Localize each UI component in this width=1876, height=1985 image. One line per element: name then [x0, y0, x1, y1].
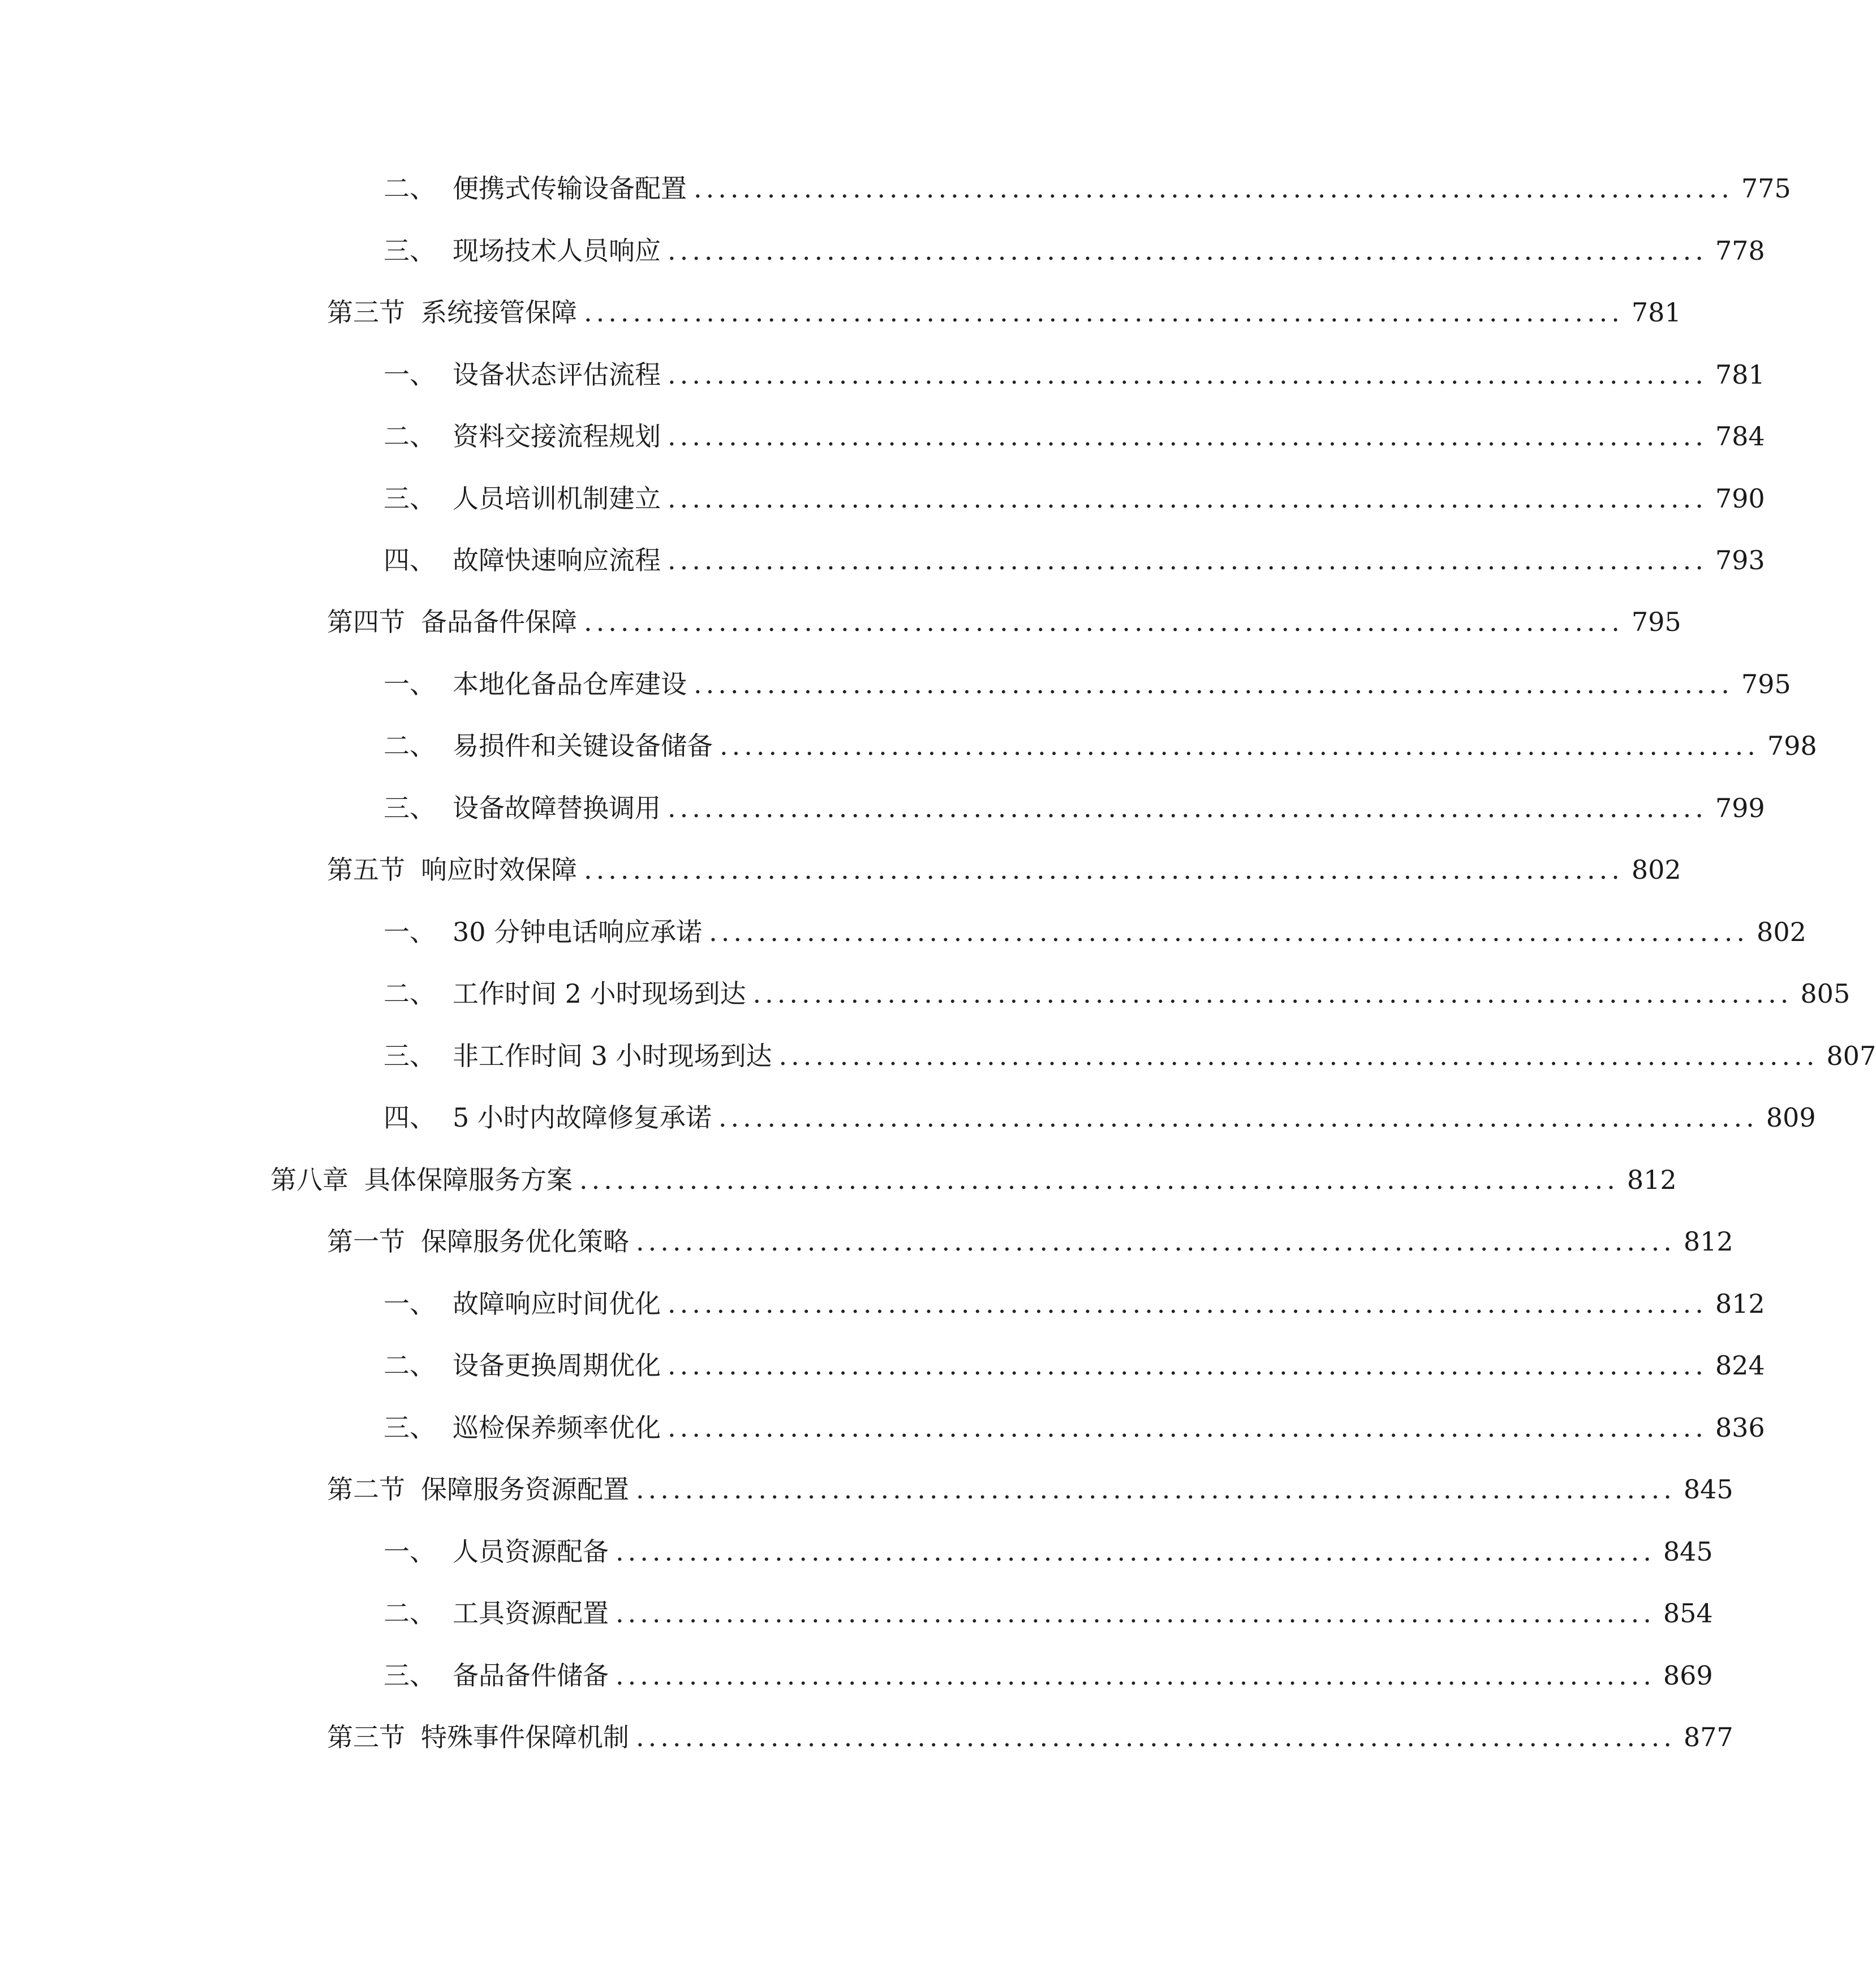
toc-entry[interactable] [327, 850, 1681, 890]
toc-dot-leader: ..................................................................................... [778, 1041, 1819, 1071]
toc-entry-title: 非工作时间 3 小时现场到达 [453, 1041, 772, 1071]
toc-entry-page: 845 [1683, 1474, 1733, 1505]
toc-entry-page: 802 [1631, 854, 1681, 885]
toc-entry-title: 备品备件保障 [421, 607, 577, 637]
toc-entry-number: 第一节 [327, 1226, 405, 1257]
toc-dot-leader: ..................................................................................... [584, 607, 1624, 637]
toc-entry-page: 877 [1683, 1722, 1733, 1752]
toc-entry-page: 812 [1627, 1165, 1677, 1195]
toc-entry-title: 系统接管保障 [421, 297, 577, 328]
toc-entry-number: 一、 [384, 359, 436, 390]
toc-entry-page: 790 [1715, 483, 1765, 514]
toc-dot-leader: ..................................................................................... [668, 235, 1707, 266]
toc-entry-page: 805 [1800, 978, 1851, 1009]
toc-entry[interactable] [384, 479, 1765, 518]
toc-entry-title: 设备状态评估流程 [453, 359, 661, 390]
toc-entry-title: 故障响应时间优化 [453, 1288, 661, 1319]
toc-entry-number: 四、 [384, 545, 436, 575]
toc-dot-leader: ..................................................................................... [616, 1536, 1655, 1567]
toc-entry-page: 854 [1663, 1598, 1713, 1629]
toc-entry-page: 775 [1741, 173, 1791, 204]
toc-entry-title: 备品备件储备 [453, 1660, 609, 1691]
toc-entry[interactable] [384, 1656, 1713, 1695]
toc-entry-page: 869 [1663, 1660, 1713, 1691]
toc-dot-leader: ..................................................................................... [616, 1598, 1655, 1629]
toc-entry-title: 工作时间 2 小时现场到达 [453, 978, 746, 1009]
toc-entry[interactable] [327, 293, 1681, 332]
toc-entry-page: 793 [1715, 545, 1765, 575]
toc-entry-number: 一、 [384, 669, 436, 699]
toc-entry[interactable] [384, 788, 1765, 828]
toc-entry-number: 三、 [384, 1041, 436, 1071]
toc-entry-number: 三、 [384, 483, 436, 514]
toc-entry-title: 人员资源配备 [453, 1536, 609, 1567]
toc-entry-number: 二、 [384, 1598, 436, 1629]
toc-entry-number: 二、 [384, 731, 436, 761]
toc-entry-number: 一、 [384, 917, 436, 947]
toc-entry[interactable] [384, 1408, 1765, 1447]
toc-entry-title: 资料交接流程规划 [453, 421, 661, 452]
toc-entry[interactable] [327, 1470, 1733, 1509]
toc-entry-page: 778 [1715, 235, 1765, 266]
toc-entry-number: 一、 [384, 1288, 436, 1319]
toc-entry-number: 二、 [384, 978, 436, 1009]
toc-entry-number: 二、 [384, 173, 436, 204]
toc-entry-number: 二、 [384, 421, 436, 452]
toc-dot-leader: ..................................................................................... [752, 978, 1793, 1009]
toc-entry-title: 现场技术人员响应 [453, 235, 661, 266]
toc-entry[interactable] [384, 540, 1765, 580]
toc-entry[interactable] [384, 1346, 1765, 1385]
toc-dot-leader: ..................................................................................... [694, 173, 1733, 204]
toc-entry-title: 保障服务优化策略 [421, 1226, 629, 1257]
toc-entry[interactable] [384, 1036, 1876, 1076]
toc-entry[interactable] [384, 1284, 1765, 1324]
toc-dot-leader: ..................................................................................... [668, 793, 1707, 823]
toc-dot-leader: ..................................................................................... [694, 669, 1733, 699]
toc-entry[interactable] [384, 1532, 1713, 1571]
toc-entry-page: 845 [1663, 1536, 1713, 1567]
toc-dot-leader: ..................................................................................... [636, 1474, 1676, 1505]
toc-entry-title: 响应时效保障 [421, 854, 577, 885]
toc-dot-leader: ..................................................................................... [636, 1226, 1676, 1257]
toc-entry-number: 一、 [384, 1536, 436, 1567]
toc-entry-title: 30 分钟电话响应承诺 [453, 917, 703, 947]
toc-entry-page: 812 [1715, 1288, 1765, 1319]
toc-entry[interactable] [384, 974, 1851, 1013]
toc-dot-leader: ..................................................................................... [584, 297, 1624, 328]
toc-entry-title: 便携式传输设备配置 [453, 173, 687, 204]
toc-dot-leader: ..................................................................................... [668, 359, 1707, 390]
toc-entry-title: 特殊事件保障机制 [421, 1722, 629, 1752]
toc-dot-leader: ..................................................................................... [668, 1412, 1707, 1443]
toc-entry-number: 三、 [384, 793, 436, 823]
toc-entry-number: 第三节 [327, 297, 405, 328]
toc-entry[interactable] [327, 602, 1681, 642]
toc-dot-leader: ..................................................................................... [616, 1660, 1655, 1691]
toc-entry[interactable] [327, 1222, 1733, 1261]
toc-entry-page: 795 [1631, 607, 1681, 637]
toc-entry[interactable] [384, 912, 1806, 952]
toc-entry-title: 设备更换周期优化 [453, 1350, 661, 1381]
toc-entry-page: 795 [1741, 669, 1791, 699]
toc-entry-number: 二、 [384, 1350, 436, 1381]
toc-dot-leader: ..................................................................................... [636, 1722, 1676, 1752]
toc-dot-leader: ..................................................................................... [668, 545, 1707, 575]
toc-entry[interactable] [384, 416, 1765, 456]
toc-entry-page: 781 [1631, 297, 1681, 328]
toc-entry-page: 802 [1757, 917, 1806, 947]
toc-entry-title: 设备故障替换调用 [453, 793, 661, 823]
toc-entry[interactable] [384, 169, 1791, 208]
toc-dot-leader: ..................................................................................... [668, 483, 1707, 514]
toc-entry-number: 第四节 [327, 607, 405, 637]
toc-entry[interactable] [327, 1717, 1733, 1757]
toc-entry-title: 保障服务资源配置 [421, 1474, 629, 1505]
toc-entry-number: 第二节 [327, 1474, 405, 1505]
toc-entry[interactable] [270, 1160, 1677, 1200]
toc-entry-title: 5 小时内故障修复承诺 [453, 1102, 712, 1133]
toc-dot-leader: ..................................................................................... [579, 1165, 1619, 1195]
toc-entry-title: 工具资源配置 [453, 1598, 609, 1629]
toc-entry-title: 巡检保养频率优化 [453, 1412, 661, 1443]
toc-dot-leader: ..................................................................................... [668, 421, 1707, 452]
toc-entry-title: 本地化备品仓库建设 [453, 669, 687, 699]
toc-entry[interactable] [384, 726, 1817, 766]
toc-dot-leader: ..................................................................................... [584, 854, 1624, 885]
toc-entry-page: 812 [1683, 1226, 1733, 1257]
toc-entry-page: 798 [1767, 731, 1817, 761]
toc-entry-title: 故障快速响应流程 [453, 545, 661, 575]
toc-entry[interactable] [384, 1593, 1713, 1633]
toc-entry-page: 799 [1715, 793, 1765, 823]
toc-dot-leader: ..................................................................................... [668, 1350, 1707, 1381]
toc-entry-number: 三、 [384, 235, 436, 266]
toc-entry-number: 三、 [384, 1412, 436, 1443]
toc-entry-page: 807 [1826, 1041, 1876, 1071]
toc-entry-title: 人员培训机制建立 [453, 483, 661, 514]
toc-entry-page: 781 [1715, 359, 1765, 390]
toc-entry-title: 易损件和关键设备储备 [453, 731, 713, 761]
toc-entry-number: 三、 [384, 1660, 436, 1691]
toc-entry[interactable] [384, 355, 1765, 394]
toc-entry-number: 四、 [384, 1102, 436, 1133]
toc-entry[interactable] [384, 231, 1765, 270]
toc-entry-page: 784 [1715, 421, 1765, 452]
toc-entry-page: 836 [1715, 1412, 1765, 1443]
toc-entry-number: 第五节 [327, 854, 405, 885]
toc-entry[interactable] [384, 664, 1791, 704]
toc-entry-page: 809 [1766, 1102, 1816, 1133]
toc-dot-leader: ..................................................................................... [720, 731, 1759, 761]
toc-dot-leader: ..................................................................................... [718, 1102, 1758, 1133]
toc-entry-number: 第三节 [327, 1722, 405, 1752]
toc-entry-title: 具体保障服务方案 [364, 1165, 573, 1195]
toc-entry-page: 824 [1715, 1350, 1765, 1381]
toc-entry-number: 第八章 [270, 1165, 348, 1195]
toc-dot-leader: ..................................................................................... [709, 917, 1749, 947]
toc-dot-leader: ..................................................................................... [668, 1288, 1707, 1319]
toc-entry[interactable] [384, 1098, 1816, 1137]
